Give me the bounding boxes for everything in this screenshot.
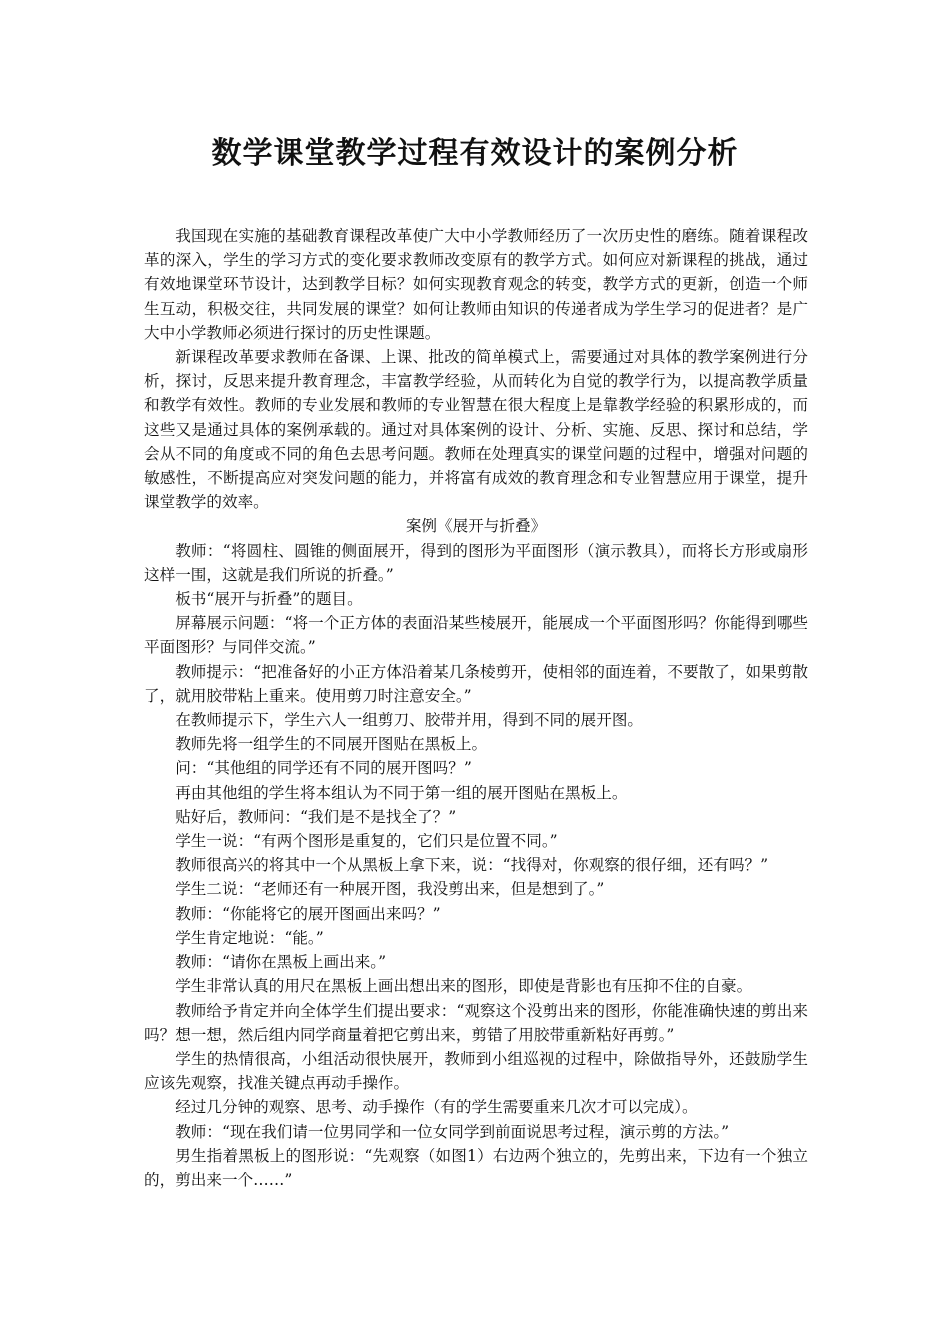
case-paragraph: 问：“其他组的同学还有不同的展开图吗？” <box>175 759 472 778</box>
intro-paragraph: 新课程改革要求教师在备课、上课、批改的简单模式上，需要通过对具体的教学案例进行分析，探讨，反思来提升教育理念，丰富教学经验，从而转化为自觉的教学行为，以提高教学质量和教学有效性。教师的专业发展和教师的专业智慧在很大程度上是靠教学经验的积累形成的，而这些又是通过具体的案例承载的。通过对具体案例的设计、分析、实施、反思、探讨和总结，学会从不同的角度或不同的角色去思考问题。教师在处理真实的课堂问题的过程中，增强对问题的敏感性，不断提高应对突发问题的能力，并将富有成效的教育理念和专业智慧应用于课堂，提升课堂教学的效率。 <box>144 348 808 512</box>
case-paragraph: 男生指着黑板上的图形说：“先观察（如图1）右边两个独立的，先剪出来，下边有一个独立的，剪出来一个……” <box>144 1146 808 1189</box>
case-paragraph: 在教师提示下，学生六人一组剪刀、胶带并用，得到不同的展开图。 <box>175 711 644 730</box>
case-paragraph: 学生肯定地说：“能。” <box>175 928 324 947</box>
document-body <box>144 224 808 1192</box>
case-paragraph: 教师很高兴的将其中一个从黑板上拿下来，说：“找得对，你观察的很仔细，还有吗？” <box>175 856 769 875</box>
case-paragraph: 教师提示：“把准备好的小正方体沿着某几条棱剪开，使相邻的面连着，不要散了，如果剪散了，就用胶带粘上重来。使用剪刀时注意安全。” <box>144 662 808 705</box>
case-paragraph: 屏幕展示问题：“将一个正方体的表面沿某些棱展开，能展成一个平面图形吗？你能得到哪些平面图形？与同伴交流。” <box>144 614 808 657</box>
case-paragraph: 板书“展开与折叠”的题目。 <box>175 590 363 609</box>
intro-paragraph: 我国现在实施的基础教育课程改革使广大中小学教师经历了一次历史性的磨练。随着课程改革的深入，学生的学习方式的变化要求教师改变原有的教学方式。如何应对新课程的挑战，通过有效地课堂环节设计，达到教学目标？如何实现教育观念的转变，教学方式的更新，创造一个师生互动，积极交往，共同发展的课堂？如何让教师由知识的传递者成为学生学习的促进者？是广大中小学教师必须进行探讨的历史性课题。 <box>144 227 808 342</box>
case-paragraph: 学生非常认真的用尺在黑板上画出想出来的图形，即使是背影也有压抑不住的自豪。 <box>175 977 753 996</box>
case-paragraph: 学生一说：“有两个图形是重复的，它们只是位置不同。” <box>175 832 558 851</box>
case-paragraph: 教师先将一组学生的不同展开图贴在黑板上。 <box>175 735 488 754</box>
case-paragraph: 贴好后，教师问：“我们是不是找全了？” <box>175 807 457 826</box>
document-title: 数学课堂教学过程有效设计的案例分析 <box>211 136 739 171</box>
case-heading: 案例《展开与折叠》 <box>405 517 547 536</box>
case-paragraph: 学生二说：“老师还有一种展开图，我没剪出来，但是想到了。” <box>175 880 605 899</box>
case-paragraph: 学生的热情很高，小组活动很快展开，教师到小组巡视的过程中，除做指导外，还鼓励学生应该先观察，找准关键点再动手操作。 <box>144 1049 808 1093</box>
case-paragraph: 教师：“请你在黑板上画出来。” <box>175 953 387 972</box>
case-paragraph: 教师：“现在我们请一位男同学和一位女同学到前面说思考过程，演示剪的方法。” <box>175 1122 730 1141</box>
case-paragraph: 教师给予肯定并向全体学生们提出要求：“观察这个没剪出来的图形，你能准确快速的剪出来吗？想一想，然后组内同学商量着把它剪出来，剪错了用胶带重新粘好再剪。” <box>144 1001 808 1044</box>
case-paragraph: 教师：“你能将它的展开图画出来吗？” <box>175 904 441 923</box>
case-paragraph: 教师：“将圆柱、圆锥的侧面展开，得到的图形为平面图形（演示教具），而将长方形或扇形这样一围，这就是我们所说的折叠。” <box>144 541 808 584</box>
case-paragraph: 经过几分钟的观察、思考、动手操作（有的学生需要重来几次才可以完成）。 <box>175 1098 698 1117</box>
case-paragraph: 再由其他组的学生将本组认为不同于第一组的展开图贴在黑板上。 <box>175 783 628 802</box>
